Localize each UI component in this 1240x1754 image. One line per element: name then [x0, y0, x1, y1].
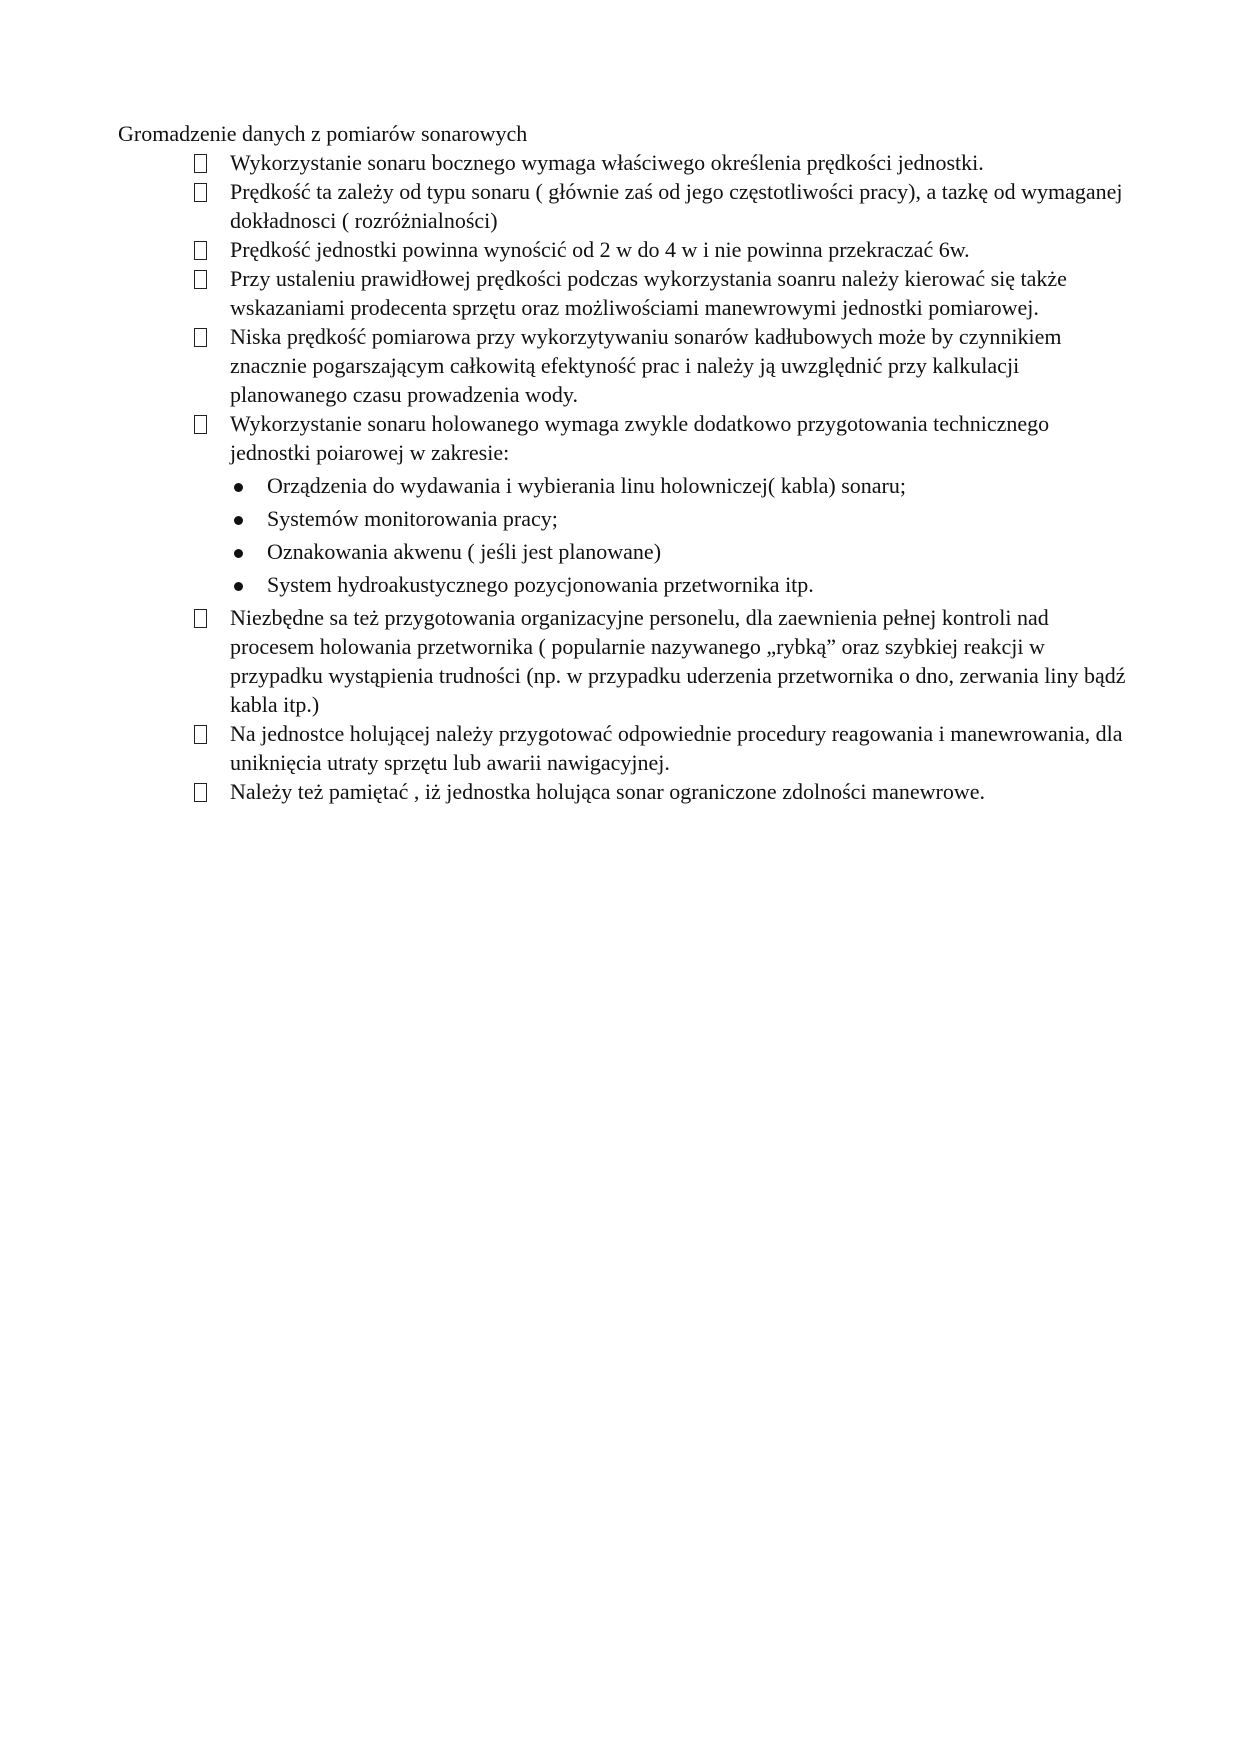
list-item-6	[192, 409, 1132, 599]
list-item-8	[192, 719, 1132, 777]
list-item-text: Niezbędne sa też przygotowania organizacyjne personelu, dla zaewnienia pełnej kontroli nad procesem holowania przetwornika ( popularnie nazywanego „rybką” oraz szybkiej reakcji w przypadku wystąpienia trudności (np. w przypadku uderzenia przetwornika o dno, zerwania liny bądź kabla itp.)	[230, 605, 1126, 717]
list-item-text: Należy też pamiętać , iż jednostka holująca sonar ograniczone zdolności manewrowe.	[230, 779, 986, 804]
sub-list-item-text: Systemów monitorowania pracy;	[267, 506, 558, 531]
list-item-text: Niska prędkość pomiarowa przy wykorzytywaniu sonarów kadłubowych może by czynnikiem znacznie pogarszającym całkowitą efektyność prac i należy ją uwzględnić przy kalkulacji planowanego czasu prowadzenia wody.	[230, 324, 1062, 407]
main-list	[192, 148, 1132, 806]
checkbox-marker-icon	[194, 154, 207, 173]
checkbox-marker-icon	[194, 241, 207, 260]
checkbox-marker-icon	[194, 609, 207, 628]
list-item-5	[192, 322, 1132, 409]
checkbox-marker-icon	[194, 415, 207, 434]
bullet-icon	[234, 483, 243, 492]
list-item-4	[192, 264, 1132, 322]
list-item-1	[192, 148, 1132, 177]
sub-list-item-text: Oznakowania akwenu ( jeśli jest planowane)	[267, 539, 662, 564]
checkbox-marker-icon	[194, 183, 207, 202]
sub-list-item-4	[230, 570, 1132, 599]
sub-list-item-text: Orządzenia do wydawania i wybierania linu holowniczej( kabla) sonaru;	[267, 473, 906, 498]
list-item-3	[192, 235, 1132, 264]
document-title: Gromadzenie danych z pomiarów sonarowych	[118, 121, 528, 146]
checkbox-marker-icon	[194, 270, 207, 289]
sub-list-item-text: System hydroakustycznego pozycjonowania przetwornika itp.	[267, 572, 814, 597]
checkbox-marker-icon	[194, 725, 207, 744]
list-item-9	[192, 777, 1132, 806]
list-item-text: Prędkość jednostki powinna wynościć od 2 w do 4 w i nie powinna przekraczać 6w.	[230, 237, 970, 262]
sub-list-item-3	[230, 537, 1132, 566]
sub-list-item-2	[230, 504, 1132, 533]
list-item-text: Przy ustaleniu prawidłowej prędkości podczas wykorzystania soanru należy kierować się także wskazaniami prodecenta sprzętu oraz możliwościami manewrowymi jednostki pomiarowej.	[230, 266, 1067, 320]
checkbox-marker-icon	[194, 783, 207, 802]
list-item-text: Na jednostce holującej należy przygotować odpowiednie procedury reagowania i manewrowania, dla uniknięcia utraty sprzętu lub awarii nawigacyjnej.	[230, 721, 1123, 775]
list-item-2	[192, 177, 1132, 235]
sub-list	[230, 471, 1132, 599]
sub-list-item-1	[230, 471, 1132, 500]
list-item-text: Wykorzystanie sonaru bocznego wymaga właściwego określenia prędkości jednostki.	[230, 150, 984, 175]
bullet-icon	[234, 549, 243, 558]
list-item-text: Prędkość ta zależy od typu sonaru ( głównie zaś od jego częstotliwości pracy), a tazkę od wymaganej dokładnosci ( rozróżnialności)	[230, 179, 1123, 233]
bullet-icon	[234, 516, 243, 525]
list-item-text: Wykorzystanie sonaru holowanego wymaga zwykle dodatkowo przygotowania technicznego jednostki poiarowej w zakresie:	[230, 411, 1050, 465]
list-item-7	[192, 603, 1132, 719]
checkbox-marker-icon	[194, 328, 207, 347]
bullet-icon	[234, 582, 243, 591]
